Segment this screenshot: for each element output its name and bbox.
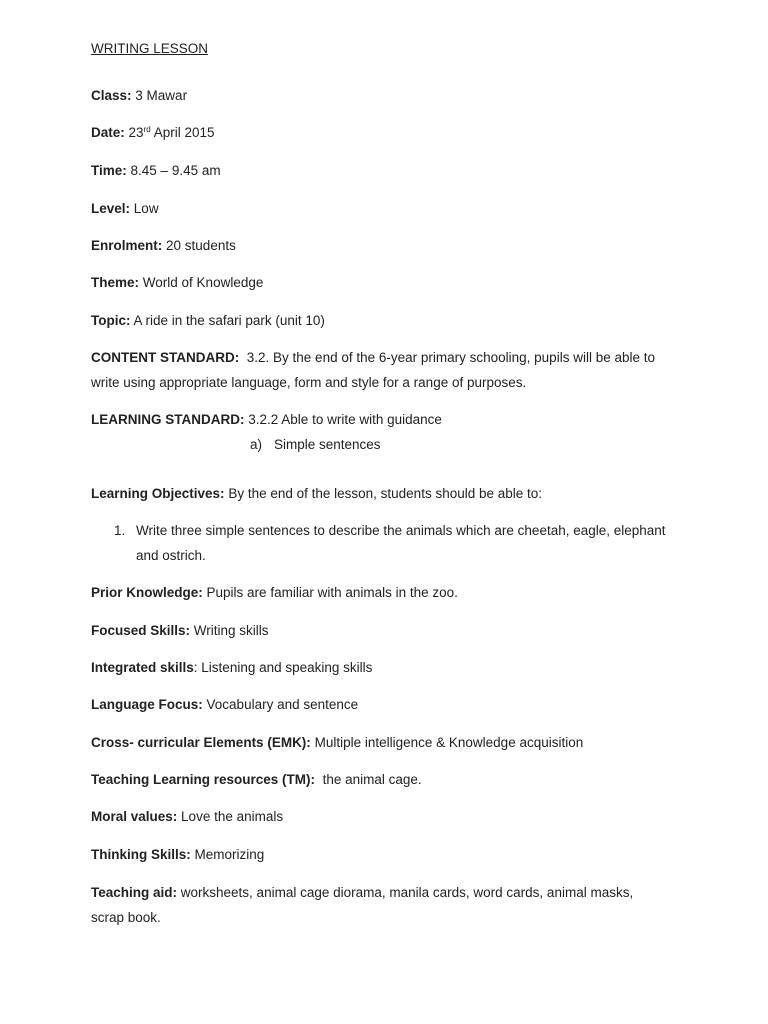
class-label: Class: bbox=[91, 88, 132, 103]
content-standard-row bbox=[91, 349, 655, 367]
sub-item-text: Simple sentences bbox=[274, 437, 381, 452]
moral-values-row bbox=[91, 808, 283, 826]
prior-knowledge-value: Pupils are familiar with animals in the zoo. bbox=[206, 585, 458, 600]
objective-line2: and ostrich. bbox=[136, 548, 206, 563]
content-standard-line2: write using appropriate language, form and style for a range of purposes. bbox=[91, 375, 527, 390]
time-row bbox=[91, 162, 221, 180]
enrolment-label: Enrolment: bbox=[91, 238, 163, 253]
cross-curricular-row bbox=[91, 734, 583, 752]
focused-skills-row bbox=[91, 622, 269, 640]
resources-row bbox=[91, 771, 422, 789]
language-focus-row bbox=[91, 696, 358, 714]
integrated-skills-label: Integrated skills bbox=[91, 660, 194, 675]
content-standard-label: CONTENT STANDARD: bbox=[91, 350, 240, 365]
teaching-aid-line1: worksheets, animal cage diorama, manila cards, word cards, animal masks, bbox=[180, 885, 634, 900]
cross-curricular-value: Multiple intelligence & Knowledge acquisition bbox=[314, 735, 584, 750]
date-day: 23 bbox=[128, 125, 144, 140]
thinking-skills-label: Thinking Skills: bbox=[91, 847, 191, 862]
teaching-aid-label: Teaching aid: bbox=[91, 885, 178, 900]
prior-knowledge-label: Prior Knowledge: bbox=[91, 585, 203, 600]
learning-objectives-row bbox=[91, 485, 542, 503]
moral-values-label: Moral values: bbox=[91, 809, 178, 824]
topic-value: A ride in the safari park (unit 10) bbox=[133, 313, 325, 328]
objective-line1: Write three simple sentences to describe the animals which are cheetah, eagle, elephant bbox=[136, 523, 666, 538]
learning-standard-value: 3.2.2 Able to write with guidance bbox=[248, 412, 442, 427]
date-rest: April 2015 bbox=[153, 125, 215, 140]
thinking-skills-value: Memorizing bbox=[194, 847, 265, 862]
moral-values-value: Love the animals bbox=[181, 809, 284, 824]
level-row bbox=[91, 200, 159, 218]
focused-skills-value: Writing skills bbox=[193, 623, 269, 638]
learning-objectives-label: Learning Objectives: bbox=[91, 486, 225, 501]
language-focus-value: Vocabulary and sentence bbox=[206, 697, 359, 712]
topic-label: Topic: bbox=[91, 313, 131, 328]
level-value: Low bbox=[133, 201, 159, 216]
cross-curricular-label: Cross- curricular Elements (EMK): bbox=[91, 735, 311, 750]
objective-item bbox=[114, 522, 666, 540]
resources-value: the animal cage. bbox=[322, 772, 422, 787]
content-standard-line1: 3.2. By the end of the 6-year primary schooling, pupils will be able to bbox=[246, 350, 655, 365]
date-label: Date: bbox=[91, 125, 125, 140]
learning-standard-label: LEARNING STANDARD: bbox=[91, 412, 245, 427]
theme-value: World of Knowledge bbox=[142, 275, 264, 290]
learning-standard-sub-item bbox=[250, 436, 381, 454]
date-suffix: rd bbox=[143, 125, 151, 134]
level-label: Level: bbox=[91, 201, 131, 216]
enrolment-value: 20 students bbox=[166, 238, 236, 253]
theme-row bbox=[91, 274, 263, 292]
integrated-skills-row bbox=[91, 659, 372, 677]
enrolment-row bbox=[91, 237, 236, 255]
theme-label: Theme: bbox=[91, 275, 140, 290]
integrated-skills-value: : Listening and speaking skills bbox=[193, 660, 373, 675]
learning-standard-row bbox=[91, 411, 442, 429]
date-row bbox=[91, 124, 215, 142]
class-value: 3 Mawar bbox=[135, 88, 188, 103]
time-value: 8.45 – 9.45 am bbox=[130, 163, 221, 178]
sub-item-marker: a) bbox=[250, 437, 263, 452]
focused-skills-label: Focused Skills: bbox=[91, 623, 191, 638]
time-label: Time: bbox=[91, 163, 127, 178]
teaching-aid-line2: scrap book. bbox=[91, 910, 161, 925]
class-row bbox=[91, 87, 187, 105]
prior-knowledge-row bbox=[91, 584, 458, 602]
language-focus-label: Language Focus: bbox=[91, 697, 203, 712]
resources-label: Teaching Learning resources (TM): bbox=[91, 772, 316, 787]
learning-objectives-value: By the end of the lesson, students should be able to: bbox=[228, 486, 543, 501]
thinking-skills-row bbox=[91, 846, 264, 864]
document-title: WRITING LESSON bbox=[91, 41, 209, 56]
topic-row bbox=[91, 312, 325, 330]
teaching-aid-row bbox=[91, 884, 633, 902]
objective-number: 1. bbox=[114, 523, 126, 538]
